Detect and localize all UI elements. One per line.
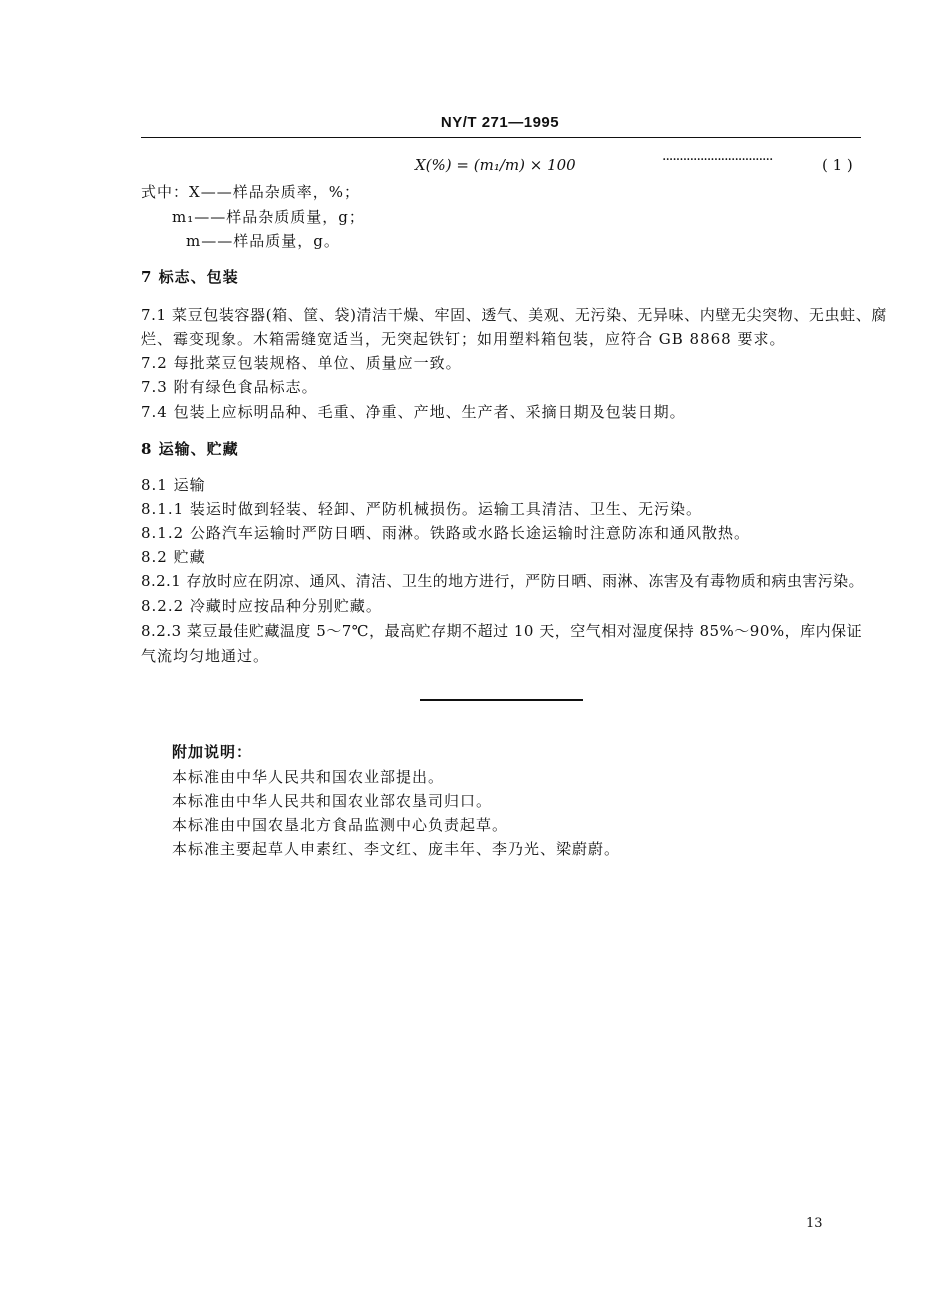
clause-8-1-1: 8.1.1 装运时做到轻装、轻卸、严防机械损伤。运输工具清洁、卫生、无污染。 <box>141 500 702 518</box>
legend-intro: 式中： <box>141 183 190 201</box>
legend-row-x <box>141 181 360 202</box>
clause-8-1: 8.1 运输 <box>141 476 206 494</box>
legend-m1: m₁——样品杂质质量，g； <box>172 208 365 226</box>
header-rule <box>141 137 861 138</box>
clause-8-2-3-line-1: 8.2.3 菜豆最佳贮藏温度 5～7℃，最高贮存期不超过 10 天，空气相对湿度保持 85%～90%，库内保证 <box>141 622 863 640</box>
clause-7-2: 7.2 每批菜豆包装规格、单位、质量应一致。 <box>141 354 462 372</box>
clause-7-1-line-1: 7.1 菜豆包装容器(箱、筐、袋)清洁干燥、牢固、透气、美观、无污染、无异味、内壁无尖突物、无虫蛀、腐 <box>141 306 887 324</box>
page-number: 13 <box>806 1216 823 1231</box>
notes-title: 附加说明： <box>172 743 253 761</box>
clause-7-4: 7.4 包装上应标明品种、毛重、净重、产地、生产者、采摘日期及包装日期。 <box>141 403 686 421</box>
clause-8-1-2: 8.1.2 公路汽车运输时严防日晒、雨淋。铁路或水路长途运输时注意防冻和通风散热。 <box>141 524 750 542</box>
section-end-rule <box>420 699 583 701</box>
formula-expression: X(%) = (m₁/m) × 100 <box>415 156 576 174</box>
clause-7-1-line-2: 烂、霉变现象。木箱需缝宽适当，无突起铁钉；如用塑料箱包装，应符合 GB 8868 要求。 <box>141 330 786 348</box>
section-7-heading: 7 标志、包装 <box>141 268 239 286</box>
legend-m: m——样品质量，g。 <box>186 232 340 250</box>
notes-line-3: 本标准由中国农垦北方食品监测中心负责起草。 <box>172 816 509 834</box>
notes-line-2: 本标准由中华人民共和国农业部农垦司归口。 <box>172 792 493 810</box>
notes-line-1: 本标准由中华人民共和国农业部提出。 <box>172 768 445 786</box>
clause-7-3: 7.3 附有绿色食品标志。 <box>141 378 318 396</box>
clause-8-2-3-line-2: 气流均匀地通过。 <box>141 647 270 665</box>
document-code-header: NY/T 271—1995 <box>440 114 560 131</box>
clause-8-2-1: 8.2.1 存放时应在阴凉、通风、清洁、卫生的地方进行，严防日晒、雨淋、冻害及有毒物质和病虫害污染。 <box>141 572 864 590</box>
formula-leader-dots: ································ <box>662 152 773 168</box>
formula-number: ( 1 ) <box>822 156 853 174</box>
notes-line-4: 本标准主要起草人申素红、李文红、庞丰年、李乃光、梁蔚蔚。 <box>172 840 621 858</box>
clause-8-2-2: 8.2.2 冷藏时应按品种分别贮藏。 <box>141 597 382 615</box>
clause-8-2: 8.2 贮藏 <box>141 548 206 566</box>
legend-x: X——样品杂质率，%； <box>189 183 360 201</box>
section-8-heading: 8 运输、贮藏 <box>141 440 239 458</box>
